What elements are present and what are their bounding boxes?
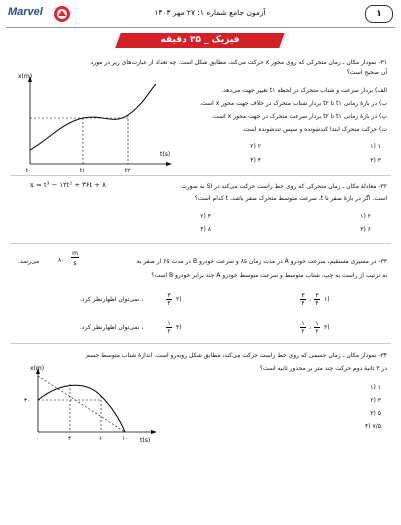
q34-graph-y-tick: ۳۰ xyxy=(24,398,30,404)
q31-option-4[interactable]: ۴ (۴ xyxy=(250,157,261,164)
q31-option-2[interactable]: ۲ (۲ xyxy=(250,143,261,150)
q34-option-1[interactable]: ۱ (۱ xyxy=(370,384,381,391)
q34-graph-y-label: x(m) xyxy=(30,365,45,372)
page-number: ۱ xyxy=(365,5,393,23)
q32-option-3[interactable]: ۶ (۳ xyxy=(360,226,371,233)
q31-graph-y-label: x(m) xyxy=(18,73,33,80)
q31-statement-a: الف) بردار سرعت و شتاب متحرک در لحظه t۱ تغییر جهت می‌دهد. xyxy=(221,87,387,94)
q34-graph-x-tick-10: ۱۰ xyxy=(122,436,128,442)
q33-speed-unit-bottom: s xyxy=(73,260,77,267)
q34-position-time-graph xyxy=(8,362,168,452)
q31-graph-origin-label: t۰ xyxy=(26,168,32,174)
header-divider xyxy=(6,27,395,28)
q32-formula: x = t³ − ۱۲t² + ۳۶t + ۸ xyxy=(30,181,106,189)
q34-text-line1: ۳۴- نمودار مکان ـ زمان جسمی که روی خط راست حرکت می‌کند، مطابق شکل روبه‌رو است. اندازهٔ شتاب متوسط جسم xyxy=(86,352,387,359)
q34-graph-x-tick-3: ۳ xyxy=(68,436,71,442)
section-banner: فیزیک _ ۳۵ دقیقه xyxy=(160,35,240,45)
q33-option-3[interactable]: ۱ ۲ ، ۱ ۲ ۳) xyxy=(301,320,330,335)
divider xyxy=(10,243,391,244)
q33-option-1[interactable]: ۳ ۴ ، ۳ ۴ ۱) xyxy=(301,292,330,307)
q32-option-4[interactable]: ۸ (۴ xyxy=(200,226,211,233)
q34-graph-x-tick-0: ۰ xyxy=(36,436,39,442)
q33-text-line1-end: می‌رسد. xyxy=(18,258,40,265)
q31-graph-x-label: t(s) xyxy=(160,151,171,158)
q31-statement-b: ب) در بازهٔ زمانی t۱ تا t۲ بردار شتاب متحرک در خلاف جهت محور x است. xyxy=(199,100,387,107)
q31-option-3[interactable]: ۳ (۳ xyxy=(370,157,381,164)
q33-option-2[interactable]: ، نمی‌توان اظهارنظر کرد. ۳ ۴ ۲) xyxy=(80,292,182,307)
q34-option-2[interactable]: ۳ (۲ xyxy=(370,397,381,404)
q32-option-2[interactable]: ۴ (۲ xyxy=(200,213,211,220)
q32-text-line1: ۳۲- معادلهٔ مکان ـ زمان متحرکی که روی خط راست حرکت می‌کند در SI به صورت xyxy=(181,183,387,190)
q33-speed-unit-top: m xyxy=(72,250,78,257)
q34-option-3[interactable]: ۵ (۳ xyxy=(370,410,381,417)
q34-graph-x-tick-6: ۶ xyxy=(99,436,102,442)
q33-speed-number: ۸۰ xyxy=(58,257,65,264)
q34-option-4[interactable]: ۷/۵ (۴ xyxy=(365,423,381,430)
q33-speed-value xyxy=(58,250,92,272)
q32-text-line2: است. اگر در بازهٔ صفر تا t، سرعت متوسط متحرک صفر باشد، t کدام است؟ xyxy=(194,195,387,202)
brand-name: Marvel xyxy=(8,6,43,18)
q31-graph-t2-label: t۲ xyxy=(125,168,131,174)
brand-logo-icon xyxy=(53,5,71,23)
q31-statement-c: پ) در بازهٔ زمانی t۱ تا t۲ بردار سرعت متحرک در جهت محور x است. xyxy=(211,113,387,120)
q31-graph-t1-label: t۱ xyxy=(80,168,86,174)
q31-text-line2: آن صحیح است؟ xyxy=(346,69,387,76)
q33-option-4[interactable]: ، نمی‌توان اظهارنظر کرد. ۱ ۲ ۴) xyxy=(80,320,182,335)
q33-text-line2: به ترتیب از راست به چپ، شتاب متوسط و سرعت متوسط خودرو A چند برابر خودرو B است؟ xyxy=(151,272,387,279)
q31-option-1[interactable]: ۱ (۱ xyxy=(370,143,381,150)
divider xyxy=(10,343,391,344)
q34-graph-x-label: t(s) xyxy=(140,437,151,444)
q31-position-time-graph xyxy=(8,70,178,175)
q34-text-line2: در ۳ ثانیهٔ دوم حرکت چند متر بر مجذور ثانیه است؟ xyxy=(259,365,387,372)
q31-statement-d: ت) حرکت متحرک ابتدا کندشونده و سپس تندشونده است. xyxy=(241,126,387,133)
exam-title: آزمون جامع شماره ۱: ۲۷ مهر ۱۴۰۳ xyxy=(154,8,266,17)
q31-text-line1: ۳۱- نمودار مکان ـ زمان متحرکی که روی محور x حرکت می‌کند، مطابق شکل است. چه تعداد از عبارت‌های زیر در مورد xyxy=(90,59,387,66)
q32-option-1[interactable]: ۲ (۱ xyxy=(360,213,371,220)
q33-text-line1: ۳۳- در مسیری مستقیم، سرعت خودرو A در مدت زمان ۸s و سرعت خودرو B در مدت ۶s از صفر به xyxy=(136,258,387,265)
divider xyxy=(10,175,391,176)
